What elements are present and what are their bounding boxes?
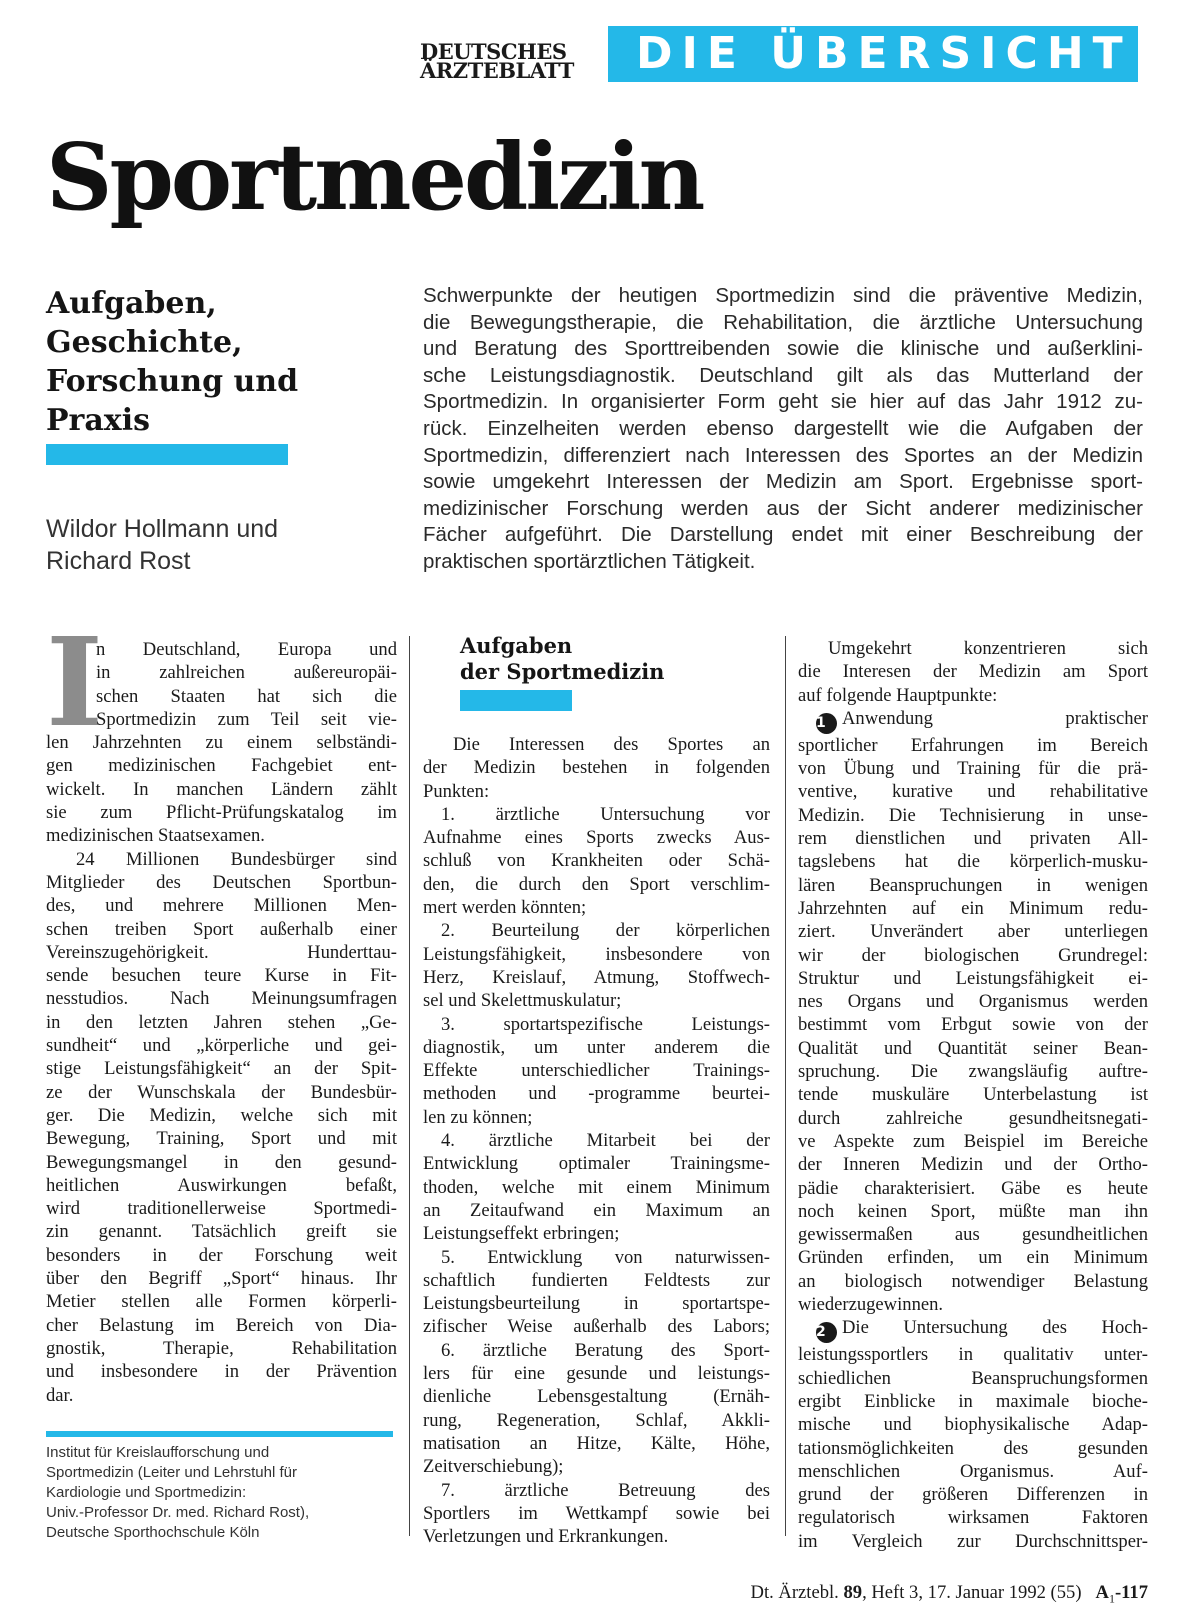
body-line: wiederzugewinnen. — [798, 1294, 944, 1316]
body-line: 2. Beurteilung der körperlichen — [441, 920, 770, 942]
body-line: Sportlers im Wettkampf sowie bei — [423, 1502, 770, 1524]
body-line: spruchung. Die zwangsläufig auftre- — [798, 1061, 1148, 1083]
abstract-line: Fächer aufgeführt. Die Darstellung endet mit einer Beschreibung der — [423, 523, 1143, 547]
body-line: rem dienstlichen und privaten All- — [798, 828, 1148, 850]
page-footer — [650, 1581, 1148, 1611]
body-line: sende besuchen teure Kurse in Fit- — [46, 965, 397, 987]
section-banner: DIE ÜBERSICHT — [608, 26, 1138, 82]
section-heading — [460, 633, 664, 685]
body-line: Umgekehrt konzentrieren sich — [828, 638, 1148, 659]
body-line: diagnostik, um unter anderem die — [423, 1036, 770, 1058]
body-line: rung, Regeneration, Schlaf, Akkli- — [423, 1409, 770, 1431]
abstract-line: rück. Einzelheiten werden ebenso dargestellt wie die Aufgaben der — [423, 416, 1143, 440]
body-line: thoden, welche mit einem Minimum — [423, 1176, 770, 1198]
body-line: n Deutschland, Europa und — [96, 639, 397, 660]
number-marker-1: 1 — [816, 713, 837, 734]
body-line: gnostik, Therapie, Rehabilitation — [46, 1337, 397, 1359]
numbered-point-2 — [798, 1316, 1148, 1343]
heading-line: der Sportmedizin — [460, 659, 665, 684]
abstract-line: praktischen sportärztlichen Tätigkeit. — [423, 549, 756, 573]
body-line: die Interesen der Medizin am Sport — [798, 661, 1148, 683]
body-column-1 — [46, 638, 397, 1407]
body-line: besonders in der Forschung weit — [46, 1244, 397, 1266]
brand-line-2: ÄRZTEBLATT — [420, 58, 574, 83]
footnote-line: Institut für Kreislaufforschung und — [46, 1444, 270, 1461]
body-line: 6. ärztliche Beratung des Sport- — [441, 1339, 770, 1361]
body-line: schen Staaten hat sich die — [96, 685, 397, 707]
body-line: in den letzten Jahren stehen „Ge- — [46, 1011, 397, 1033]
body-line: schiedlichen Beanspruchungsformen — [798, 1367, 1148, 1389]
body-line: der Medizin bestehen in folgenden — [423, 757, 770, 779]
body-line: gewissermaßen aus gesundheitlichen — [798, 1224, 1148, 1246]
article-title: Sportmedizin — [46, 123, 703, 231]
body-line: ve Aspekte zum Beispiel im Bereiche — [798, 1130, 1148, 1152]
body-line: 4. ärztliche Mitarbeit bei der — [441, 1130, 770, 1152]
article-authors — [46, 513, 366, 577]
footer-page-prefix: A — [1095, 1582, 1109, 1603]
body-line: dienliche Lebensgestaltung (Ernäh- — [423, 1386, 770, 1408]
body-line: Sportmedizin zum Teil seit vie- — [96, 708, 397, 730]
body-line: leistungssportlers in qualitativ unter- — [798, 1344, 1148, 1366]
footnote-accent-bar — [46, 1431, 393, 1437]
body-line: tende muskuläre Unterbelastung ist — [798, 1084, 1148, 1106]
subtitle-accent-bar — [46, 444, 288, 465]
body-line: Medizin. Die Technisierung in unse- — [798, 804, 1148, 826]
abstract-line: Schwerpunkte der heutigen Sportmedizin sind die präventive Medizin, — [423, 284, 1143, 307]
body-line: sel und Skelettmuskulatur; — [423, 990, 622, 1012]
body-line: len zu können; — [423, 1106, 533, 1128]
body-line: dar. — [46, 1384, 74, 1406]
numbered-point-1 — [798, 707, 1148, 734]
column-divider — [409, 636, 410, 1536]
body-column-3 — [798, 637, 1148, 1553]
body-line: zifischer Weise außerhalb des Labors; — [423, 1316, 770, 1338]
body-line: zin genannt. Tatsächlich greift sie — [46, 1221, 397, 1243]
body-line: gen medizinischen Fachgebiet ent- — [46, 755, 397, 777]
body-line: 7. ärztliche Betreuung des — [441, 1479, 770, 1501]
body-line: Leistungsbeurteilung in sportartspe- — [423, 1293, 770, 1315]
body-line: heitlichen Auswirkungen befaßt, — [46, 1174, 397, 1196]
body-line: noch keinen Sport, müßte man ihn — [798, 1200, 1148, 1222]
body-line: bestimmt vom Erbgut sowie von der — [798, 1014, 1148, 1036]
footer-page-sub: 1 — [1108, 1591, 1115, 1606]
journal-brand — [420, 39, 590, 83]
body-line-text: Die Untersuchung des Hoch- — [842, 1317, 1148, 1339]
body-line: 5. Entwicklung von naturwissen- — [441, 1246, 770, 1268]
body-column-2 — [423, 733, 770, 1548]
body-line: mische und biophysikalische Adap- — [798, 1414, 1148, 1436]
body-line: medizinischen Staatsexamen. — [46, 825, 265, 847]
footnote-line: Deutsche Sporthochschule Köln — [46, 1524, 260, 1541]
body-line: regulatorisch wirksamen Faktoren — [798, 1507, 1148, 1529]
body-line: im Vergleich zur Durchschnittsper- — [798, 1530, 1148, 1552]
body-line: Qualität und Quantität seiner Bean- — [798, 1037, 1148, 1059]
body-line: Leistungsfähigkeit, insbesondere von — [423, 943, 770, 965]
body-line: sportlicher Erfahrungen im Bereich — [798, 734, 1148, 756]
body-line: Leistungseffekt erbringen; — [423, 1223, 620, 1245]
body-line: tagslebens hat die körperlich-musku- — [798, 851, 1148, 873]
footer-journal: Dt. Ärztebl. — [750, 1582, 839, 1603]
author-line: Richard Rost — [46, 547, 191, 575]
body-line: nes Organs und Organismus werden — [798, 991, 1148, 1013]
body-line: den, die durch den Sport verschlim- — [423, 873, 770, 895]
body-line: schluß von Krankheiten oder Schä- — [423, 850, 770, 872]
body-line: Herz, Kreislauf, Atmung, Stoffwech- — [423, 966, 770, 988]
footer-issue-date: , Heft 3, 17. Januar 1992 (55) — [862, 1582, 1082, 1603]
body-line: ventive, kurative und rehabilitative — [798, 781, 1148, 803]
body-line: durch zahlreiche gesundheitsnegati- — [798, 1107, 1148, 1129]
body-line: matisation an Hitze, Kälte, Höhe, — [423, 1432, 770, 1454]
body-line: 1. ärztliche Untersuchung vor — [441, 803, 770, 825]
body-line: lers für eine gesunde und leistungs- — [423, 1363, 770, 1385]
body-line: Gründen erfinden, um ein Minimum — [798, 1247, 1148, 1269]
body-line: sundheit“ und „körperliche und gei- — [46, 1035, 397, 1057]
body-line: Struktur und Leistungsfähigkeit ei- — [798, 967, 1148, 989]
body-line: Mitglieder des Deutschen Sportbun- — [46, 871, 397, 893]
affiliation-footnote — [46, 1443, 406, 1543]
body-line: lären Beanspruchungen in wenigen — [798, 874, 1148, 896]
body-line: methoden und -programme beurtei- — [423, 1083, 770, 1105]
footnote-line: Univ.-Professor Dr. med. Richard Rost), — [46, 1504, 310, 1521]
abstract-line: Sportmedizin. In organisierter Form geht sie hier auf das Jahr 1912 zu- — [423, 390, 1143, 414]
body-line: der Inneren Medizin und der Ortho- — [798, 1154, 1148, 1176]
body-line: Entwicklung optimaler Trainingsme- — [423, 1153, 770, 1175]
body-line: in zahlreichen außereuropäi- — [96, 662, 397, 684]
body-line-text: Anwendung praktischer — [842, 707, 1148, 729]
body-line: tationsmöglichkeiten des gesunden — [798, 1437, 1148, 1459]
drop-cap: I — [46, 610, 104, 754]
body-line: an Zeitaufwand ein Maximum an — [423, 1199, 770, 1221]
body-line: 3. sportartspezifische Leistungs- — [441, 1013, 770, 1035]
abstract-line: die Bewegungstherapie, die Rehabilitation, die ärztliche Untersuchung — [423, 310, 1143, 334]
footer-volume: 89 — [843, 1582, 863, 1603]
subtitle-line: Forschung und — [46, 364, 299, 399]
body-line: Zeitverschiebung); — [423, 1456, 564, 1478]
body-line: an biologisch notwendiger Belastung — [798, 1270, 1148, 1292]
abstract-line: sowie umgekehrt Interessen der Medizin am Sport. Ergebnisse sport- — [423, 470, 1143, 494]
body-line: ger. Die Medizin, welche sich mit — [46, 1104, 397, 1126]
body-line: schaftlich fundierten Feldtests zur — [423, 1269, 770, 1291]
footnote-line: Sportmedizin (Leiter und Lehrstuhl für — [46, 1464, 297, 1481]
body-line: Punkten: — [423, 780, 490, 802]
article-abstract — [423, 283, 1143, 576]
abstract-line: medizinischer Forschung werden aus der Sicht anderer medizinischer — [423, 496, 1143, 520]
article-subtitle — [46, 284, 386, 440]
subtitle-line: Aufgaben, — [46, 286, 217, 321]
body-line: len Jahrzehnten zu einem selbständi- — [46, 732, 397, 754]
body-line: ergibt Einblicke in maximale bioche- — [798, 1390, 1148, 1412]
body-line: Effekte unterschiedlicher Trainings- — [423, 1060, 770, 1082]
number-marker-2: 2 — [816, 1322, 837, 1343]
body-line: Die Interessen des Sportes an — [453, 734, 770, 755]
body-line: und insbesondere in der Prävention — [46, 1361, 397, 1383]
column-divider — [785, 636, 786, 1536]
body-line: 24 Millionen Bundesbürger sind — [76, 848, 397, 870]
body-line: nesstudios. Nach Meinungsumfragen — [46, 988, 397, 1010]
body-line: grund der größeren Differenzen in — [798, 1484, 1148, 1506]
body-line: mert werden könnten; — [423, 897, 587, 919]
body-line: sie zum Pflicht-Prüfungskatalog im — [46, 802, 397, 824]
abstract-line: Sportmedizin, differenziert nach Interessen des Sportes an der Medizin — [423, 443, 1143, 467]
body-line: wir der biologischen Grundregel: — [798, 944, 1148, 966]
body-line: schen treiben Sport außerhalb einer — [46, 918, 397, 940]
subtitle-line: Praxis — [46, 403, 150, 438]
body-line: Aufnahme eines Sports zwecks Aus- — [423, 827, 770, 849]
body-line: wickelt. In manchen Ländern zählt — [46, 778, 397, 800]
body-line: von Übung und Training für die prä- — [798, 758, 1148, 780]
body-line: Bewegung, Training, Sport und mit — [46, 1128, 397, 1150]
footnote-line: Kardiologie und Sportmedizin: — [46, 1484, 247, 1501]
body-line: über den Begriff „Sport“ hinaus. Ihr — [46, 1268, 397, 1290]
body-line: pädie charakterisiert. Gäbe es heute — [798, 1177, 1148, 1199]
brand-line-1: DEUTSCHES — [420, 39, 567, 64]
body-line: Jahrzehnten auf ein Minimum redu- — [798, 897, 1148, 919]
body-line: ze der Wunschskala der Bundesbür- — [46, 1081, 397, 1103]
body-line: menschlichen Organismus. Auf- — [798, 1460, 1148, 1482]
body-line: auf folgende Hauptpunkte: — [798, 684, 998, 706]
body-line: Verletzungen und Erkrankungen. — [423, 1526, 669, 1548]
body-line: wird traditionellerweise Sportmedi- — [46, 1198, 397, 1220]
body-line: des, und mehrere Millionen Men- — [46, 895, 397, 917]
abstract-line: und Beratung des Sporttreibenden sowie die klinische und außerklini- — [423, 337, 1143, 361]
body-line: Bewegungsmangel in den gesund- — [46, 1151, 397, 1173]
body-line: stige Leistungsfähigkeit“ an der Spit- — [46, 1058, 397, 1080]
footer-page-number: -117 — [1114, 1582, 1148, 1603]
heading-line: Aufgaben — [460, 633, 573, 658]
body-line: Metier stellen alle Formen körperli- — [46, 1291, 397, 1313]
author-line: Wildor Hollmann und — [46, 515, 279, 543]
abstract-line: sche Leistungsdiagnostik. Deutschland gilt als das Mutterland der — [423, 363, 1143, 387]
subtitle-line: Geschichte, — [46, 325, 243, 360]
body-line: cher Belastung im Bereich von Dia- — [46, 1314, 397, 1336]
body-line: ziert. Unverändert aber unterliegen — [798, 921, 1148, 943]
body-line: Vereinszugehörigkeit. Hunderttau- — [46, 941, 397, 963]
heading-accent-bar — [460, 690, 572, 711]
